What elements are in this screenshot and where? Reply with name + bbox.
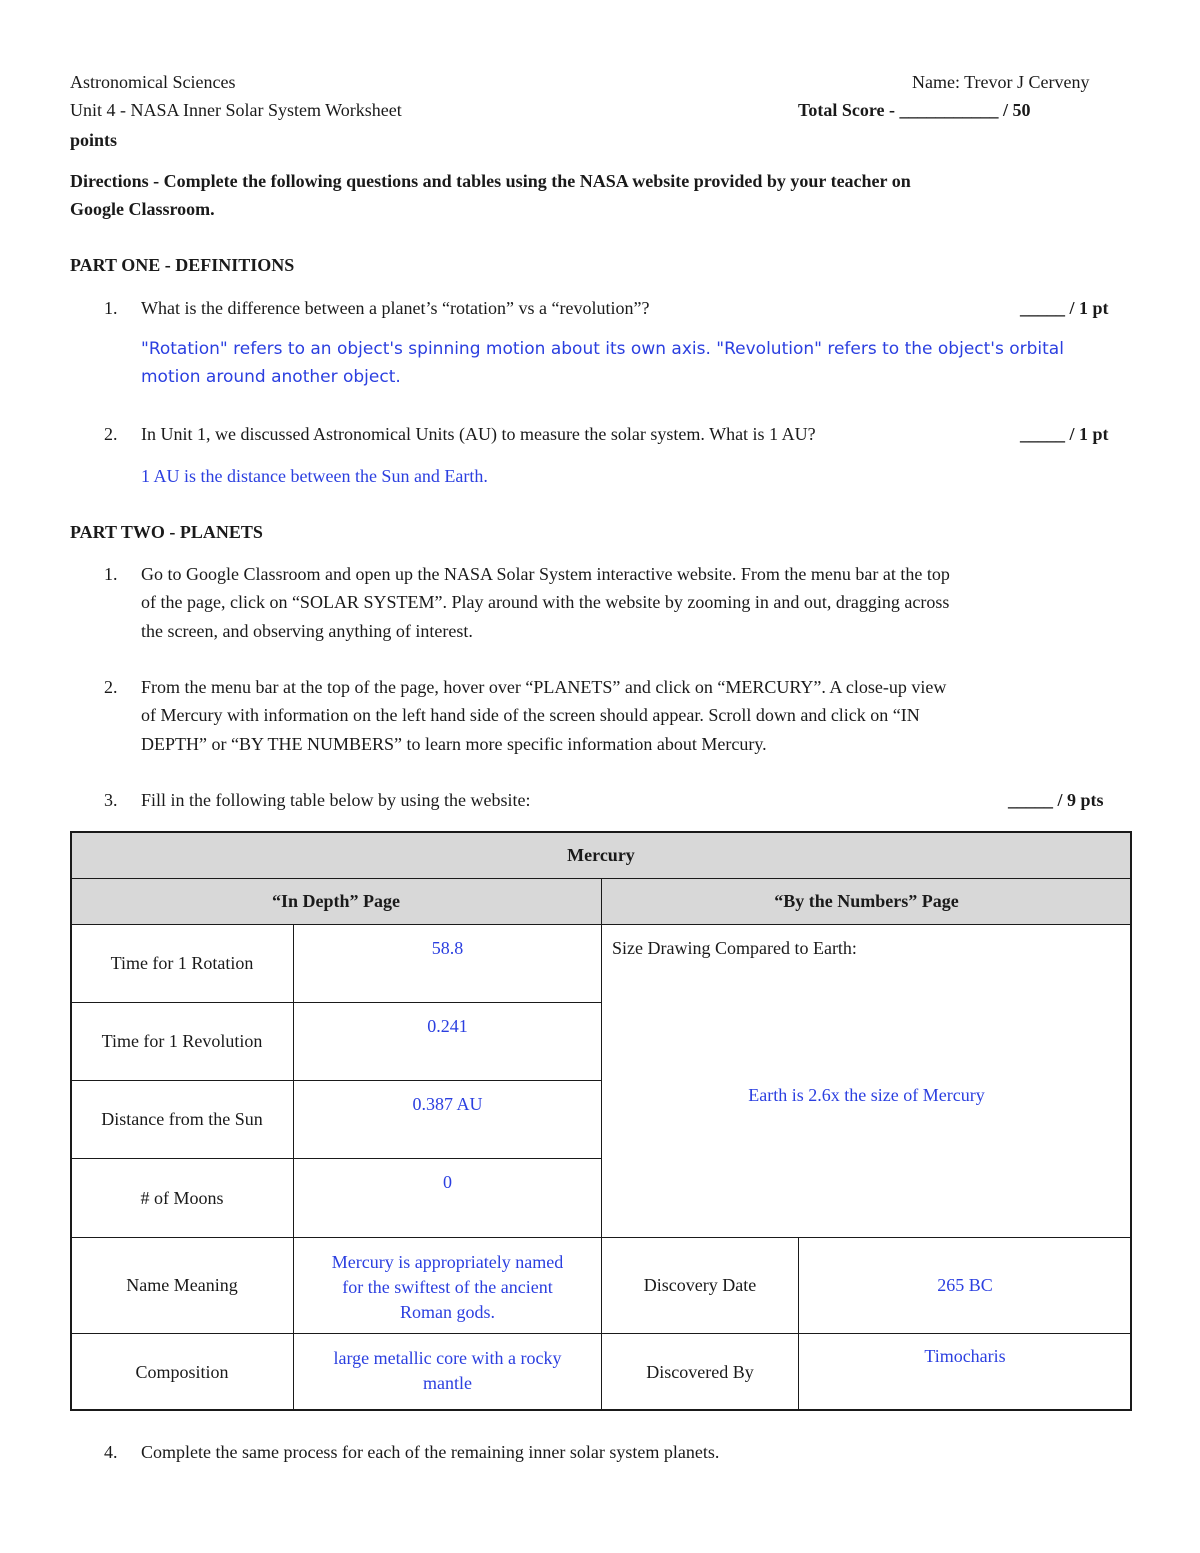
moons-label: # of Moons xyxy=(70,1158,294,1238)
step3-points: _____ / 9 pts xyxy=(1008,790,1104,810)
size-drawing-value: Earth is 2.6x the size of Mercury xyxy=(748,1085,985,1105)
table-title: Mercury xyxy=(70,831,1132,879)
q2-points: _____ / 1 pt xyxy=(1020,424,1109,444)
discovery-date-label: Discovery Date xyxy=(601,1237,799,1334)
step3-number: 3. xyxy=(104,790,118,810)
composition-line-2: mantle xyxy=(423,1373,472,1393)
rotation-value: 58.8 xyxy=(293,924,602,1003)
composition-line-1: large metallic core with a rocky xyxy=(333,1348,562,1368)
points-word: points xyxy=(70,130,118,150)
revolution-label: Time for 1 Revolution xyxy=(70,1002,294,1081)
worksheet-title: Unit 4 - NASA Inner Solar System Worksheet xyxy=(70,100,402,120)
distance-label: Distance from the Sun xyxy=(70,1080,294,1159)
q1-answer-line-1: "Rotation" refers to an object's spinning motion about its own axis. "Revolution" refers to the object's orbital xyxy=(141,339,1064,359)
part-one-heading: PART ONE - DEFINITIONS xyxy=(70,255,295,275)
name-meaning-line-2: for the swiftest of the ancient xyxy=(342,1277,553,1297)
q2-answer: 1 AU is the distance between the Sun and Earth. xyxy=(141,466,488,486)
q2-number: 2. xyxy=(104,424,118,444)
discovery-date-value: 265 BC xyxy=(798,1237,1132,1334)
q1-points: _____ / 1 pt xyxy=(1020,298,1109,318)
name-meaning-line-3: Roman gods. xyxy=(399,1302,495,1322)
step1-line-3: the screen, and observing anything of interest. xyxy=(141,621,473,641)
composition-label: Composition xyxy=(70,1333,294,1411)
q2-text: In Unit 1, we discussed Astronomical Units (AU) to measure the solar system. What is 1 AU? xyxy=(141,424,816,444)
moons-value: 0 xyxy=(293,1158,602,1238)
step1-line-2: of the page, click on “SOLAR SYSTEM”. Play around with the website by zooming in and out, dragging across xyxy=(141,592,950,612)
discovered-by-label: Discovered By xyxy=(601,1333,799,1411)
composition-value xyxy=(293,1333,602,1411)
directions-line-1: Directions - Complete the following questions and tables using the NASA website provided by your teacher on xyxy=(70,171,911,191)
in-depth-header: “In Depth” Page xyxy=(70,878,602,925)
q1-text: What is the difference between a planet’s “rotation” vs a “revolution”? xyxy=(141,298,650,318)
q1-number: 1. xyxy=(104,298,118,318)
step3-text: Fill in the following table below by using the website: xyxy=(141,790,531,810)
student-name: Name: Trevor J Cerveny xyxy=(912,72,1090,92)
name-meaning-value xyxy=(293,1237,602,1334)
course-name: Astronomical Sciences xyxy=(70,72,236,92)
step2-line-1: From the menu bar at the top of the page, hover over “PLANETS” and click on “MERCURY”. A close-up view xyxy=(141,677,947,697)
size-drawing-label: Size Drawing Compared to Earth: xyxy=(612,938,857,958)
part-two-heading: PART TWO - PLANETS xyxy=(70,522,263,542)
rotation-label: Time for 1 Rotation xyxy=(70,924,294,1003)
step2-line-3: DEPTH” or “BY THE NUMBERS” to learn more specific information about Mercury. xyxy=(141,734,767,754)
name-meaning-label: Name Meaning xyxy=(70,1237,294,1334)
step2-line-2: of Mercury with information on the left hand side of the screen should appear. Scroll down and click on “IN xyxy=(141,705,920,725)
total-score: Total Score - ___________ / 50 xyxy=(798,100,1031,120)
directions-line-2: Google Classroom. xyxy=(70,199,215,219)
name-meaning-line-1: Mercury is appropriately named xyxy=(331,1252,564,1272)
step1-line-1: Go to Google Classroom and open up the NASA Solar System interactive website. From the menu bar at the top xyxy=(141,564,950,584)
q1-answer-line-2: motion around another object. xyxy=(141,367,401,387)
discovered-by-value: Timocharis xyxy=(798,1333,1132,1411)
size-drawing-cell xyxy=(601,924,1132,1238)
by-numbers-header: “By the Numbers” Page xyxy=(601,878,1132,925)
step1-number: 1. xyxy=(104,564,118,584)
step4-text: Complete the same process for each of the remaining inner solar system planets. xyxy=(141,1442,720,1462)
distance-value: 0.387 AU xyxy=(293,1080,602,1159)
step2-number: 2. xyxy=(104,677,118,697)
revolution-value: 0.241 xyxy=(293,1002,602,1081)
step4-number: 4. xyxy=(104,1442,118,1462)
